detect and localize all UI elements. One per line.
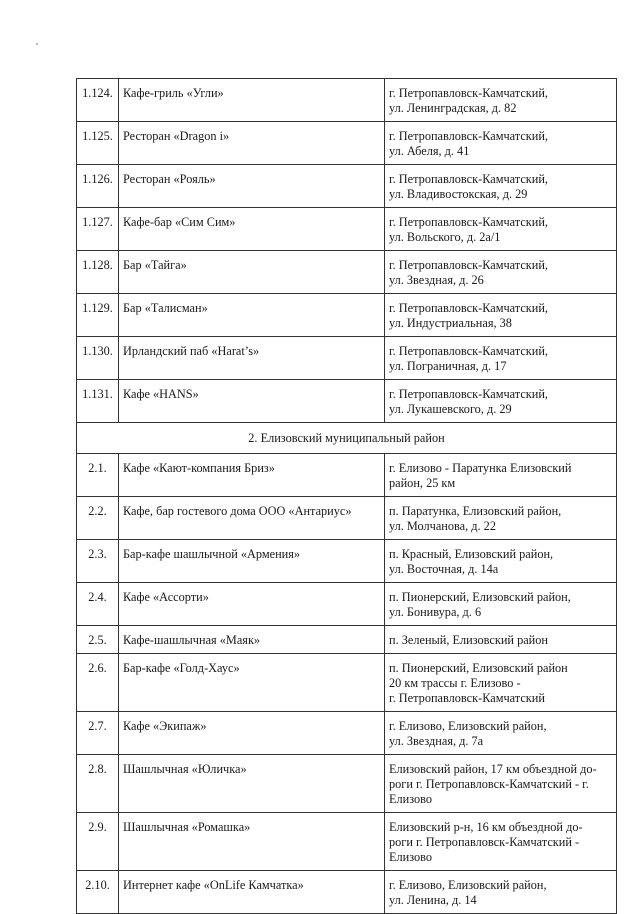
row-number: 2.4. xyxy=(77,583,119,626)
table-row xyxy=(77,755,617,813)
section-title: 2. Елизовский муниципальный район xyxy=(77,423,617,454)
establishment-name: Кафе-гриль «Угли» xyxy=(119,79,385,122)
table-row xyxy=(77,251,617,294)
row-number: 1.124. xyxy=(77,79,119,122)
establishment-name: Кафе «Экипаж» xyxy=(119,712,385,755)
address-line: г. Елизово, Елизовский район, xyxy=(389,719,547,733)
address-line: г. Елизово, Елизовский район, xyxy=(389,878,547,892)
table-row xyxy=(77,871,617,914)
address-line: Елизовский р-н, 16 км объездной до- xyxy=(389,820,583,834)
address-line: п. Пионерский, Елизовский район, xyxy=(389,590,571,604)
address-line: п. Пионерский, Елизовский район xyxy=(389,661,568,675)
address-line: район, 25 км xyxy=(389,476,456,490)
address-line: г. Петропавловск-Камчатский, xyxy=(389,215,548,229)
address-line: п. Паратунка, Елизовский район, xyxy=(389,504,562,518)
table-row xyxy=(77,813,617,871)
establishment-address xyxy=(385,337,617,380)
address-line: ул. Ленинградская, д. 82 xyxy=(389,101,517,115)
establishment-address xyxy=(385,165,617,208)
table-row xyxy=(77,294,617,337)
address-line: ул. Звездная, д. 26 xyxy=(389,273,484,287)
establishment-address xyxy=(385,813,617,871)
row-number: 2.6. xyxy=(77,654,119,712)
address-line: п. Красный, Елизовский район, xyxy=(389,547,554,561)
row-number: 2.9. xyxy=(77,813,119,871)
table-row xyxy=(77,122,617,165)
establishment-address xyxy=(385,79,617,122)
establishment-address xyxy=(385,208,617,251)
establishment-name: Ресторан «Dragon i» xyxy=(119,122,385,165)
table-row xyxy=(77,79,617,122)
establishment-name: Бар «Талисман» xyxy=(119,294,385,337)
establishment-name: Шашлычная «Юличка» xyxy=(119,755,385,813)
address-line: роги г. Петропавловск-Камчатский - г. xyxy=(389,777,589,791)
establishment-address xyxy=(385,871,617,914)
address-line: ул. Ленина, д. 14 xyxy=(389,893,477,907)
row-number: 1.129. xyxy=(77,294,119,337)
address-line: Елизовский район, 17 км объездной до- xyxy=(389,762,597,776)
table-row xyxy=(77,208,617,251)
establishment-name: Кафе «Ассорти» xyxy=(119,583,385,626)
establishment-address xyxy=(385,294,617,337)
establishment-name: Бар-кафе шашлычной «Армения» xyxy=(119,540,385,583)
establishment-address xyxy=(385,497,617,540)
establishment-address xyxy=(385,654,617,712)
row-number: 2.2. xyxy=(77,497,119,540)
section-row xyxy=(77,423,617,454)
address-line: ул. Абеля, д. 41 xyxy=(389,144,470,158)
address-line: г. Елизово - Паратунка Елизовский xyxy=(389,461,572,475)
address-line: ул. Восточная, д. 14а xyxy=(389,562,499,576)
table-row xyxy=(77,540,617,583)
address-line: г. Петропавловск-Камчатский, xyxy=(389,172,548,186)
scan-speck xyxy=(36,43,38,45)
address-line: ул. Вольского, д. 2а/1 xyxy=(389,230,501,244)
row-number: 1.130. xyxy=(77,337,119,380)
row-number: 2.8. xyxy=(77,755,119,813)
establishment-name: Кафе «HANS» xyxy=(119,380,385,423)
row-number: 1.127. xyxy=(77,208,119,251)
table-row xyxy=(77,337,617,380)
establishment-name: Бар «Тайга» xyxy=(119,251,385,294)
address-line: г. Петропавловск-Камчатский, xyxy=(389,301,548,315)
establishment-address xyxy=(385,454,617,497)
establishment-address xyxy=(385,540,617,583)
address-line: ул. Звездная, д. 7а xyxy=(389,734,484,748)
establishment-name: Кафе «Кают-компания Бриз» xyxy=(119,454,385,497)
establishment-name: Шашлычная «Ромашка» xyxy=(119,813,385,871)
establishment-address xyxy=(385,712,617,755)
row-number: 1.128. xyxy=(77,251,119,294)
table-row xyxy=(77,712,617,755)
establishment-name: Бар-кафе «Голд-Хаус» xyxy=(119,654,385,712)
table-row xyxy=(77,583,617,626)
address-line: ул. Владивостокская, д. 29 xyxy=(389,187,528,201)
establishment-address xyxy=(385,626,617,654)
address-line: г. Петропавловск-Камчатский, xyxy=(389,258,548,272)
row-number: 1.126. xyxy=(77,165,119,208)
address-line: Елизово xyxy=(389,792,433,806)
establishment-name: Кафе-шашлычная «Маяк» xyxy=(119,626,385,654)
establishment-name: Кафе, бар гостевого дома ООО «Антариус» xyxy=(119,497,385,540)
row-number: 2.5. xyxy=(77,626,119,654)
address-line: 20 км трассы г. Елизово - xyxy=(389,676,521,690)
table-row xyxy=(77,380,617,423)
address-line: ул. Индустриальная, 38 xyxy=(389,316,512,330)
address-line: п. Зеленый, Елизовский район xyxy=(389,633,548,647)
address-line: роги г. Петропавловск-Камчатский - xyxy=(389,835,580,849)
address-line: г. Петропавловск-Камчатский, xyxy=(389,387,548,401)
row-number: 2.1. xyxy=(77,454,119,497)
establishment-address xyxy=(385,583,617,626)
address-line: ул. Лукашевского, д. 29 xyxy=(389,402,512,416)
establishments-table xyxy=(76,78,617,914)
establishment-address xyxy=(385,251,617,294)
row-number: 2.7. xyxy=(77,712,119,755)
address-line: г. Петропавловск-Камчатский, xyxy=(389,86,548,100)
establishment-name: Кафе-бар «Сим Сим» xyxy=(119,208,385,251)
address-line: ул. Бонивура, д. 6 xyxy=(389,605,482,619)
table-row xyxy=(77,497,617,540)
table-row xyxy=(77,654,617,712)
establishment-name: Интернет кафе «OnLife Камчатка» xyxy=(119,871,385,914)
establishment-address xyxy=(385,122,617,165)
row-number: 2.10. xyxy=(77,871,119,914)
row-number: 1.131. xyxy=(77,380,119,423)
establishment-name: Ирландский паб «Harat’s» xyxy=(119,337,385,380)
address-line: Елизово xyxy=(389,850,433,864)
establishment-address xyxy=(385,380,617,423)
establishment-name: Ресторан «Рояль» xyxy=(119,165,385,208)
table-row xyxy=(77,454,617,497)
table-row xyxy=(77,626,617,654)
address-line: г. Петропавловск-Камчатский, xyxy=(389,129,548,143)
address-line: ул. Пограничная, д. 17 xyxy=(389,359,507,373)
establishment-address xyxy=(385,755,617,813)
row-number: 2.3. xyxy=(77,540,119,583)
row-number: 1.125. xyxy=(77,122,119,165)
address-line: г. Петропавловск-Камчатский, xyxy=(389,344,548,358)
table-row xyxy=(77,165,617,208)
address-line: г. Петропавловск-Камчатский xyxy=(389,691,545,705)
address-line: ул. Молчанова, д. 22 xyxy=(389,519,496,533)
